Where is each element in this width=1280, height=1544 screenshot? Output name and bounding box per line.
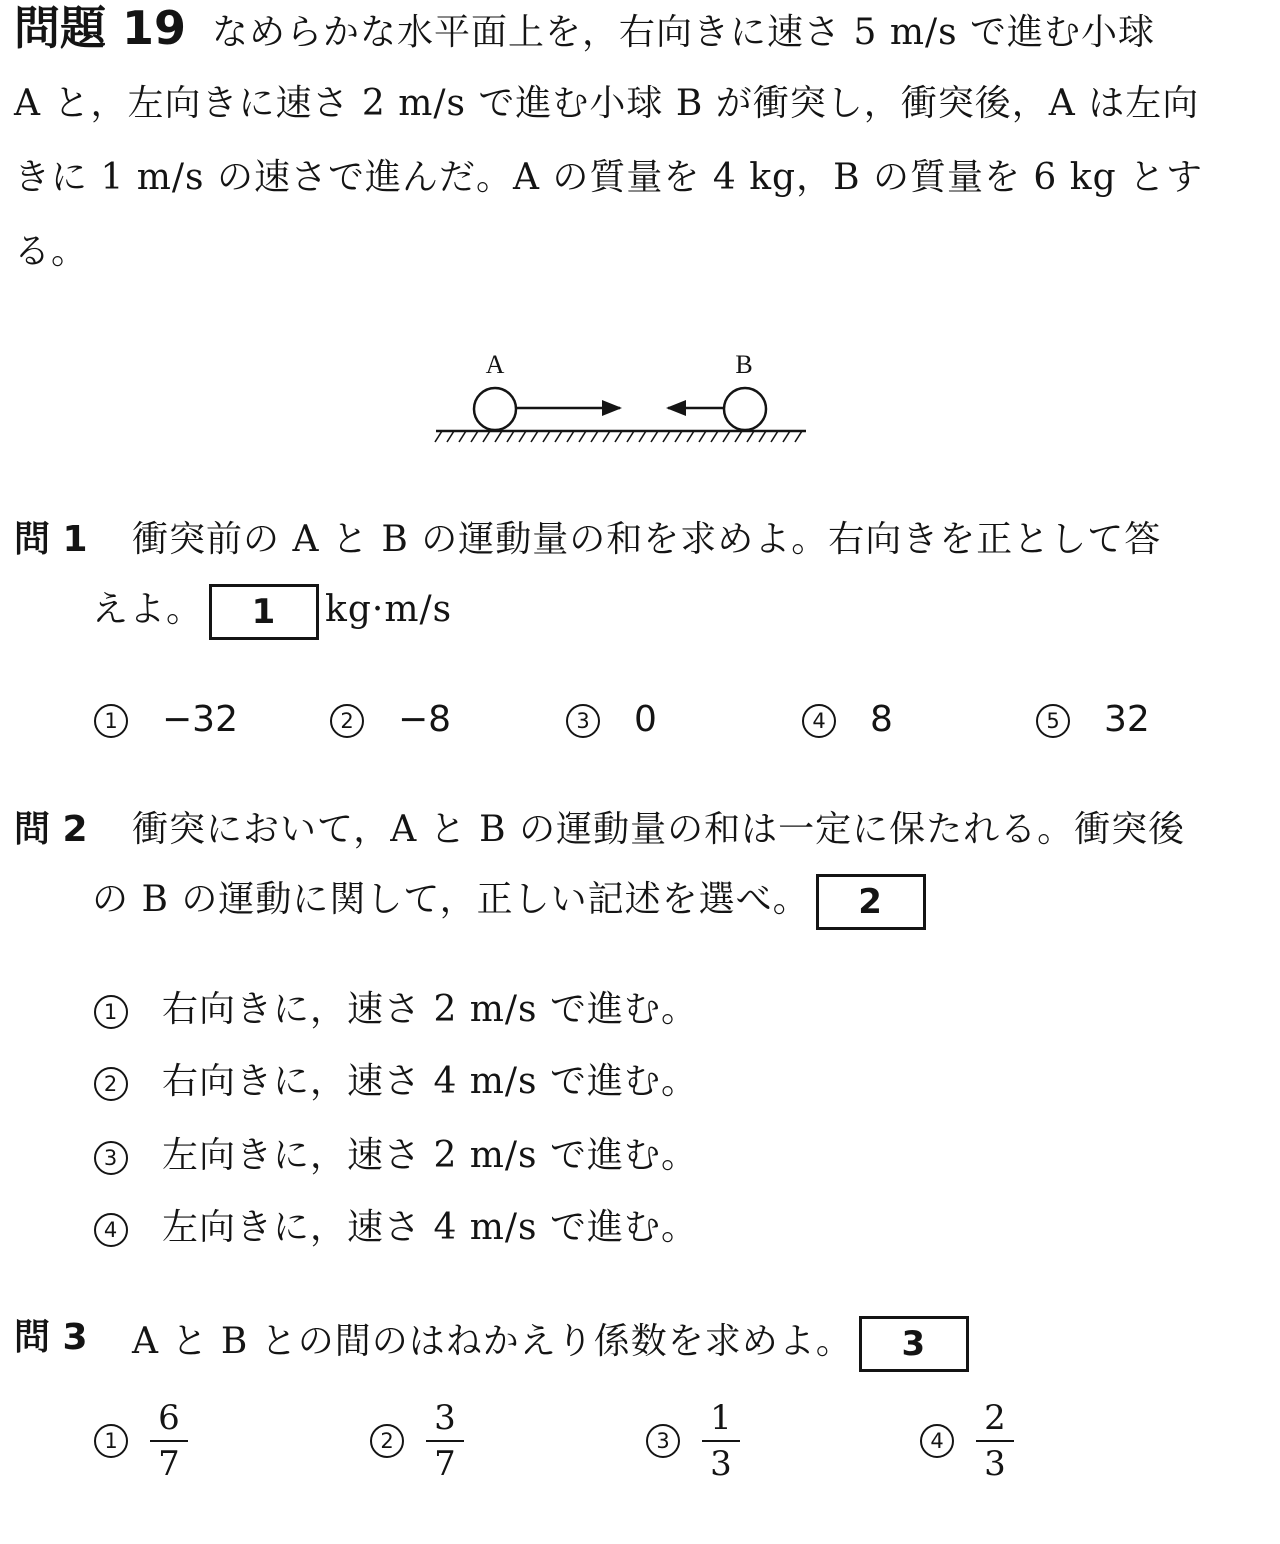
- option-value: 32: [1104, 699, 1150, 740]
- hatch-mark: [435, 431, 442, 442]
- q3-option-2[interactable]: [370, 1398, 464, 1484]
- hatch-mark: [543, 431, 550, 442]
- option-value: −32: [162, 699, 238, 740]
- hatch-mark: [555, 431, 562, 442]
- fraction-bar: [702, 1440, 740, 1442]
- option-number: 1: [94, 704, 128, 738]
- problem-line-3: きに 1 m/s の速さで進んだ。A の質量を 4 kg，B の質量を 6 kg とす: [14, 157, 1204, 198]
- option-value: −8: [398, 699, 452, 740]
- ground-hatching: [435, 431, 802, 442]
- q3-text-row: [132, 1316, 975, 1372]
- ball-b-label: B: [735, 350, 753, 379]
- option-number: 2: [94, 1067, 128, 1101]
- hatch-mark: [531, 431, 538, 442]
- q2-text: 衝突において，A と B の運動量の和は一定に保たれる。衝突後: [132, 809, 1186, 850]
- q3-option-4[interactable]: [920, 1398, 1014, 1484]
- q3-text: A と B との間のはねかえり係数を求めよ。: [132, 1321, 853, 1362]
- q2-option-4[interactable]: [94, 1206, 698, 1250]
- problem-line-2: A と，左向きに速さ 2 m/s で進む小球 B が衝突し，衝突後，A は左向: [14, 83, 1200, 124]
- hatch-mark: [687, 431, 694, 442]
- q1-option-2[interactable]: [330, 698, 451, 742]
- option-number: 5: [1036, 704, 1070, 738]
- hatch-mark: [783, 431, 790, 442]
- hatch-mark: [711, 431, 718, 442]
- ball-b: [724, 388, 766, 430]
- hatch-mark: [519, 431, 526, 442]
- q3-option-1[interactable]: [94, 1398, 188, 1484]
- hatch-mark: [795, 431, 802, 442]
- denominator: 7: [158, 1444, 180, 1484]
- option-number: 3: [94, 1141, 128, 1175]
- option-text: 右向きに，速さ 4 m/s で進む。: [162, 1061, 698, 1102]
- hatch-mark: [639, 431, 646, 442]
- option-text: 左向きに，速さ 2 m/s で進む。: [162, 1135, 698, 1176]
- fraction-bar: [976, 1440, 1014, 1442]
- hatch-mark: [759, 431, 766, 442]
- hatch-mark: [579, 431, 586, 442]
- option-number: 4: [920, 1424, 954, 1458]
- ball-a-label: A: [485, 350, 505, 379]
- hatch-mark: [771, 431, 778, 442]
- q2-option-1[interactable]: [94, 988, 698, 1032]
- option-number: 4: [802, 704, 836, 738]
- q2-option-2[interactable]: [94, 1060, 698, 1104]
- hatch-mark: [735, 431, 742, 442]
- numerator: 2: [984, 1398, 1006, 1438]
- hatch-mark: [495, 431, 502, 442]
- option-number: 2: [370, 1424, 404, 1458]
- hatch-mark: [447, 431, 454, 442]
- hatch-mark: [471, 431, 478, 442]
- numerator: 3: [434, 1398, 456, 1438]
- answer-box-1[interactable]: 1: [209, 584, 319, 640]
- hatch-mark: [723, 431, 730, 442]
- option-text: 左向きに，速さ 4 m/s で進む。: [162, 1207, 698, 1248]
- problem-title: 問題 19: [14, 1, 187, 55]
- hatch-mark: [603, 431, 610, 442]
- denominator: 3: [710, 1444, 732, 1484]
- fraction: [426, 1398, 464, 1484]
- hatch-mark: [699, 431, 706, 442]
- option-number: 1: [94, 995, 128, 1029]
- q1-option-5[interactable]: [1036, 698, 1150, 742]
- hatch-mark: [675, 431, 682, 442]
- hatch-mark: [627, 431, 634, 442]
- option-text: 右向きに，速さ 2 m/s で進む。: [162, 989, 698, 1030]
- problem-text: なめらかな水平面上を，右向きに速さ 5 m/s で進む小球: [212, 12, 1156, 53]
- denominator: 7: [434, 1444, 456, 1484]
- answer-box-3[interactable]: 3: [859, 1316, 969, 1372]
- denominator: 3: [984, 1444, 1006, 1484]
- option-number: 4: [94, 1213, 128, 1247]
- hatch-mark: [483, 431, 490, 442]
- q1-unit: kg·m/s: [325, 589, 453, 630]
- option-number: 1: [94, 1424, 128, 1458]
- q2-label: 問 2: [14, 809, 88, 850]
- hatch-mark: [615, 431, 622, 442]
- problem-line-4: る。: [14, 231, 89, 272]
- hatch-mark: [459, 431, 466, 442]
- option-value: 0: [634, 699, 657, 740]
- q1-option-1[interactable]: [94, 698, 238, 742]
- numerator: 1: [710, 1398, 732, 1438]
- hatch-mark: [651, 431, 658, 442]
- hatch-mark: [591, 431, 598, 442]
- q2-text-end: の B の運動に関して，正しい記述を選べ。: [92, 879, 810, 920]
- answer-box-2[interactable]: 2: [816, 874, 926, 930]
- fraction: [702, 1398, 740, 1484]
- hatch-mark: [663, 431, 670, 442]
- fraction-bar: [426, 1440, 464, 1442]
- q2-text-cont: [92, 874, 932, 930]
- hatch-mark: [567, 431, 574, 442]
- q1-option-3[interactable]: [566, 698, 657, 742]
- q1-label: 問 1: [14, 519, 88, 560]
- q1-option-4[interactable]: [802, 698, 893, 742]
- numerator: 6: [158, 1398, 180, 1438]
- collision-diagram: [0, 0, 1280, 470]
- option-value: 8: [870, 699, 893, 740]
- hatch-mark: [747, 431, 754, 442]
- q1-text-end: えよ。: [92, 589, 204, 630]
- hatch-mark: [507, 431, 514, 442]
- option-number: 3: [646, 1424, 680, 1458]
- fraction: [150, 1398, 188, 1484]
- option-number: 2: [330, 704, 364, 738]
- q1-text: 衝突前の A と B の運動量の和を求めよ。右向きを正として答: [132, 519, 1162, 560]
- q1-text-cont: [92, 584, 452, 640]
- q3-label: 問 3: [14, 1317, 88, 1358]
- fraction-bar: [150, 1440, 188, 1442]
- q3-option-3[interactable]: [646, 1398, 740, 1484]
- fraction: [976, 1398, 1014, 1484]
- q2-option-3[interactable]: [94, 1134, 698, 1178]
- ball-a: [474, 388, 516, 430]
- option-number: 3: [566, 704, 600, 738]
